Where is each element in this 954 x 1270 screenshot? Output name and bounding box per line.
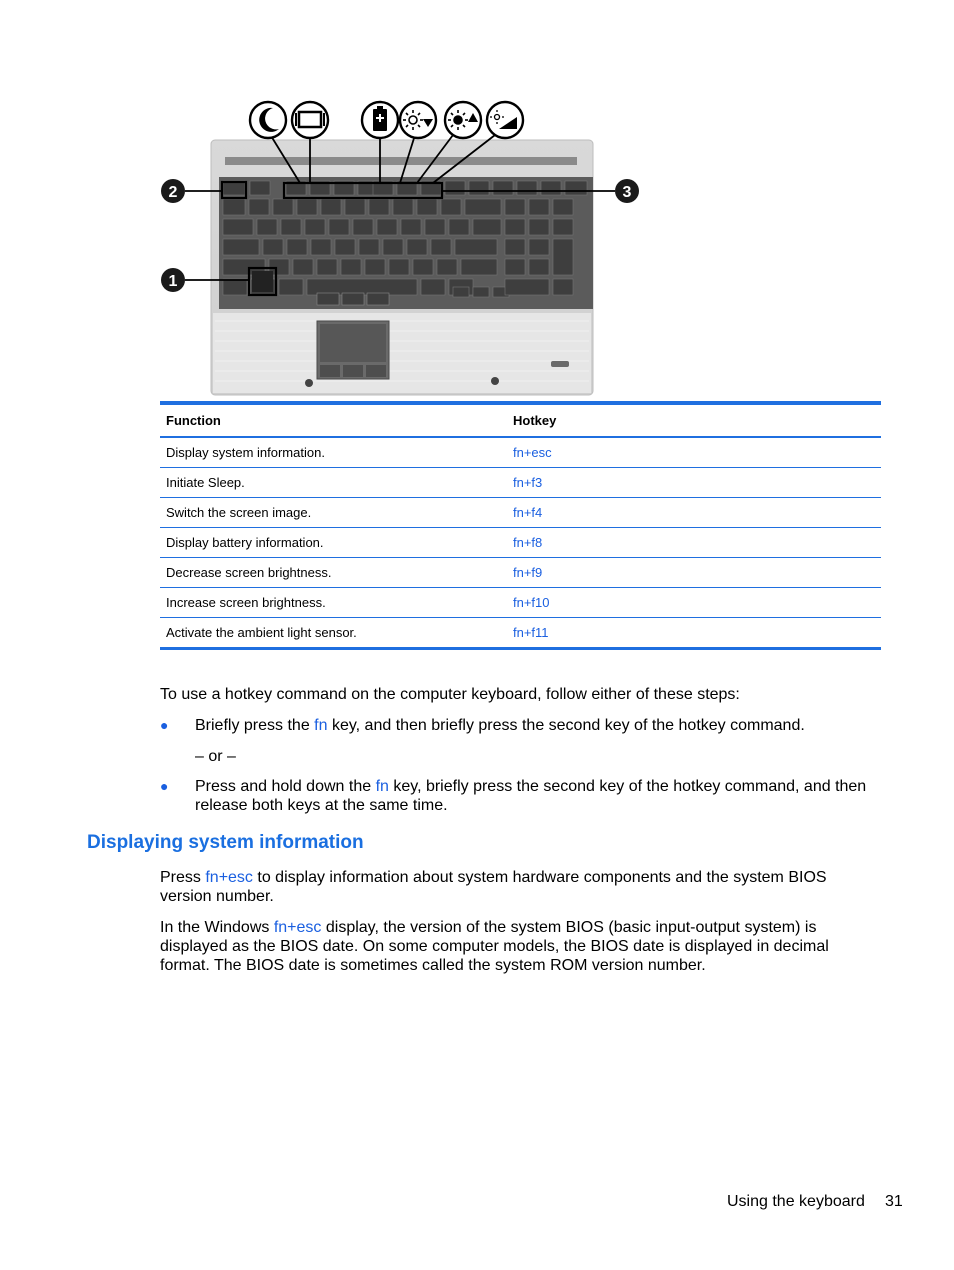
footer-title: Using the keyboard	[727, 1193, 865, 1210]
callout-1-label: 1	[168, 273, 178, 290]
section-paragraph-1	[160, 868, 882, 906]
hotkey-link[interactable]: fn+f3	[507, 468, 881, 498]
callout-1	[161, 268, 185, 292]
fn-esc-link[interactable]: fn+esc	[273, 919, 322, 936]
table-row	[160, 528, 881, 558]
callout-2-label: 2	[168, 184, 178, 201]
callout-3	[615, 179, 639, 203]
hotkey-link[interactable]: fn+f11	[513, 625, 549, 640]
table-row	[160, 468, 881, 498]
bullet-2-text	[195, 777, 885, 815]
function-cell: Display battery information.	[160, 528, 507, 558]
table-row	[160, 618, 881, 649]
table-row	[160, 588, 881, 618]
function-cell: Activate the ambient light sensor.	[166, 625, 357, 640]
fn-link[interactable]: fn	[314, 717, 328, 734]
hotkey-table	[160, 401, 881, 650]
sleep-icon	[250, 102, 286, 138]
keyboard-illustration	[155, 95, 645, 400]
function-cell: Decrease screen brightness.	[160, 558, 507, 588]
header-function: Function	[160, 403, 507, 437]
display-switch-icon	[292, 102, 328, 138]
bullet-1-after: key, and then briefly press the second key of the hotkey command.	[327, 717, 805, 734]
callout-2	[161, 179, 185, 203]
p2-before: In the Windows	[160, 919, 274, 936]
fn-link[interactable]: fn	[375, 778, 389, 795]
fn-esc-link[interactable]: fn+esc	[205, 869, 253, 886]
function-cell: Switch the screen image.	[160, 498, 507, 528]
header-hotkey: Hotkey	[507, 403, 881, 437]
section-paragraph-2	[160, 918, 882, 975]
function-cell: Display system information.	[160, 437, 507, 468]
or-separator: – or –	[195, 748, 236, 765]
hotkey-link[interactable]: fn+f8	[507, 528, 881, 558]
bullet-2-after: key, briefly press the second key of the hotkey command, and then release both keys at the same time.	[195, 778, 867, 814]
hotkey-link[interactable]: fn+f10	[507, 588, 881, 618]
function-cell: Increase screen brightness.	[160, 588, 507, 618]
table-header-row	[160, 403, 881, 437]
bullet-icon: ●	[160, 717, 169, 733]
bullet-2-before: Press and hold down the	[195, 778, 376, 795]
table-row	[160, 498, 881, 528]
hotkey-link[interactable]: fn+f4	[507, 498, 881, 528]
table-row	[160, 437, 881, 468]
p1-after: to display information about system hardware components and the system BIOS version number.	[160, 869, 827, 905]
hotkey-link[interactable]: fn+esc	[507, 437, 881, 468]
callout-3-label: 3	[622, 184, 632, 201]
table-row	[160, 558, 881, 588]
ambient-light-icon	[487, 102, 523, 138]
hotkey-link[interactable]: fn+f9	[507, 558, 881, 588]
page-number: 31	[885, 1193, 903, 1210]
bullet-1-before: Briefly press the	[195, 717, 315, 734]
bullet-1-text	[195, 716, 885, 735]
p1-before: Press	[160, 869, 206, 886]
bullet-icon: ●	[160, 778, 169, 794]
intro-paragraph: To use a hotkey command on the computer keyboard, follow either of these steps:	[160, 686, 740, 703]
function-cell: Initiate Sleep.	[160, 468, 507, 498]
p2-after: display, the version of the system BIOS (basic input-output system) is displayed as the BIOS date. On some computer models, the BIOS date is displayed in decimal format. The BIOS date is sometimes called the system ROM version number.	[160, 919, 829, 974]
section-heading: Displaying system information	[87, 832, 364, 853]
